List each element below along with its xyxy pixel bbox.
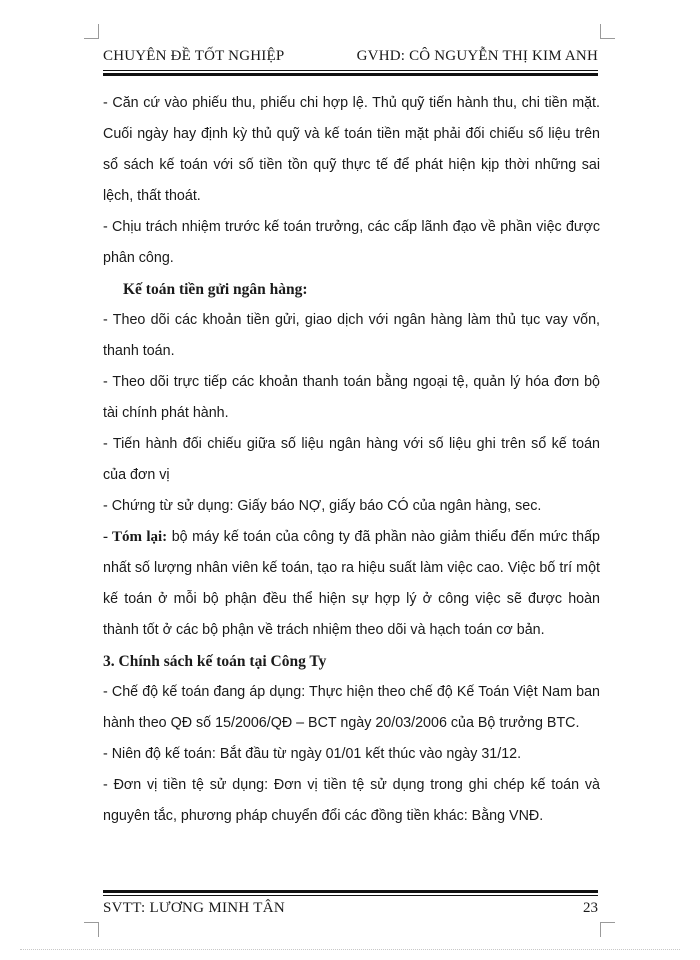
page-edge-divider [20,949,680,950]
summary-lead: - Tóm lại: [103,529,168,545]
crop-mark-top-right [600,24,615,39]
paragraph: - Chứng từ sử dụng: Giấy báo NỢ, giấy báo CÓ của ngân hàng, sec. [103,498,542,514]
paragraph: - Chịu trách nhiệm trước kế toán trưởng, các cấp lãnh đạo về phần việc được phân công. [103,219,600,266]
footer-rule-thin [103,895,598,896]
header-rule-thin [103,70,598,71]
footer-student: SVTT: LƯƠNG MINH TÂN [103,900,286,916]
paragraph: - Căn cứ vào phiếu thu, phiếu chi hợp lệ. Thủ quỹ tiến hành thu, chi tiền mặt. Cuối ngày hay định kỳ thủ quỹ và kế toán tiền mặt phải đối chiếu số liệu trên sổ sách kế toán với số tiền tồn quỹ thực tế để phát hiện kịp thời những sai lệch, thất thoát. [103,95,600,204]
paragraph: - Niên độ kế toán: Bắt đầu từ ngày 01/01 kết thúc vào ngày 31/12. [103,746,522,762]
paragraph: - Theo dõi trực tiếp các khoản thanh toán bằng ngoại tệ, quản lý hóa đơn bộ tài chính phát hành. [103,374,600,421]
section-heading: Kế toán tiền gửi ngân hàng: [123,281,308,298]
footer-rule-thick [103,890,598,893]
paragraph: - Đơn vị tiền tệ sử dụng: Đơn vị tiền tệ sử dụng trong ghi chép kế toán và nguyên tắc, phương pháp chuyển đổi các đồng tiền khác: Bằng VNĐ. [103,777,600,824]
paragraph: - Chế độ kế toán đang áp dụng: Thực hiện theo chế độ Kế Toán Việt Nam ban hành theo QĐ số 15/2006/QĐ – BCT ngày 20/03/2006 của Bộ trưởng BTC. [103,684,600,731]
paragraph: - Theo dõi các khoản tiền gửi, giao dịch với ngân hàng làm thủ tục vay vốn, thanh toán. [103,312,600,359]
header-title: CHUYÊN ĐỀ TỐT NGHIỆP [103,48,285,64]
paragraph: - Tiến hành đối chiếu giữa số liệu ngân hàng với số liệu ghi trên sổ kế toán của đơn vị [103,436,600,483]
header-advisor: GVHD: CÔ NGUYỄN THỊ KIM ANH [356,48,598,64]
crop-mark-top-left [84,24,99,39]
page-number: 23 [583,900,598,916]
document-body [103,88,600,832]
summary-paragraph [103,522,600,646]
page-footer [103,900,598,922]
crop-mark-bottom-left [84,922,99,937]
header-rule-thick [103,73,598,76]
section-heading: 3. Chính sách kế toán tại Công Ty [103,653,327,670]
crop-mark-bottom-right [600,922,615,937]
page-header [103,44,598,70]
summary-text: bộ máy kế toán của công ty đã phần nào giảm thiểu đến mức thấp nhất số lượng nhân viên kế toán, tạo ra hiệu suất làm việc cao. Việc bố trí một kế toán ở mỗi bộ phận đều thể hiện sự hợp lý ở công việc sẽ được hoàn thành tốt ở các bộ phận về trách nhiệm theo dõi và hạch toán cơ bản. [103,529,600,638]
